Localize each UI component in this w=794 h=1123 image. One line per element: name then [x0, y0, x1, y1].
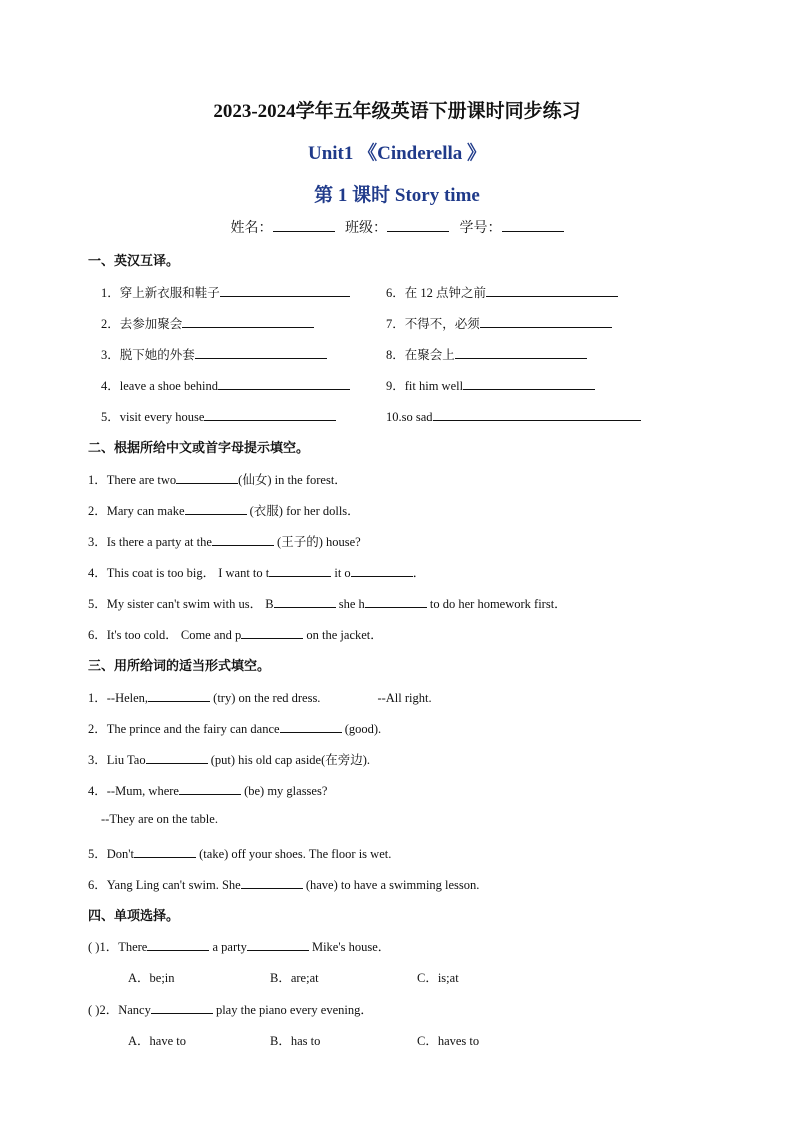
number-blank[interactable] [502, 217, 564, 232]
s3-item: 5．Don't (take) off your shoes. The floor is wet. [88, 843, 391, 862]
answer-blank[interactable] [455, 344, 587, 359]
s1-item: 10.so sad [386, 406, 641, 425]
answer-blank[interactable] [147, 936, 209, 951]
option-b[interactable]: B．has to [270, 1034, 321, 1048]
student-info-row [0, 217, 794, 237]
section-1-title: 一、英汉互译。 [88, 253, 180, 268]
s2-item: 4．This coat is too big． I want to t it o ． [88, 562, 425, 581]
section-3-title: 三、用所给词的适当形式填空。 [88, 658, 271, 673]
mc-question: ( )2．Nancy play the piano every evening． [88, 999, 373, 1018]
answer-paren[interactable]: ( ) [88, 1003, 100, 1017]
answer-blank[interactable] [182, 313, 314, 328]
s2-item: 3．Is there a party at the (王子的) house? [88, 531, 361, 550]
answer-blank[interactable] [433, 406, 641, 421]
s1-item: 6．在 12 点钟之前 [386, 282, 618, 301]
answer-blank[interactable] [212, 531, 274, 546]
mc-question: ( )1．There a party Mike's house． [88, 936, 390, 955]
s1-item: 7．不得不，必须 [386, 313, 612, 332]
s1-item: 8．在聚会上 [386, 344, 587, 363]
option-c[interactable]: C．haves to [417, 1034, 480, 1048]
answer-blank[interactable] [195, 344, 327, 359]
s1-item: 1．穿上新衣服和鞋子 [101, 282, 350, 301]
answer-blank[interactable] [280, 718, 342, 733]
answer-blank[interactable] [241, 624, 303, 639]
s1-item: 5．visit every house [101, 406, 336, 425]
section-2-title: 二、根据所给中文或首字母提示填空。 [88, 440, 310, 455]
answer-blank[interactable] [480, 313, 612, 328]
answer-blank[interactable] [241, 874, 303, 889]
answer-blank[interactable] [146, 749, 208, 764]
answer-blank[interactable] [274, 593, 336, 608]
s3-item: 4．--Mum, where (be) my glasses? [88, 780, 327, 799]
s3-answer-line: --They are on the table. [101, 812, 218, 826]
option-c[interactable]: C．is;at [417, 971, 459, 985]
s1-item: 9．fit him well [386, 375, 595, 394]
class-blank[interactable] [387, 217, 449, 232]
s1-item: 3．脱下她的外套 [101, 344, 327, 363]
answer-blank[interactable] [148, 687, 210, 702]
section-4-title: 四、单项选择。 [88, 908, 180, 923]
s2-item: 1．There are two (仙女) in the forest． [88, 469, 347, 488]
class-label: 班级： [345, 221, 387, 236]
s2-item: 6．It's too cold． Come and p on the jacket． [88, 624, 383, 643]
worksheet-title: 2023-2024学年五年级英语下册课时同步练习 [213, 101, 581, 122]
answer-blank[interactable] [176, 469, 238, 484]
s2-item: 5．My sister can't swim with us． B she h to do her homework first． [88, 593, 567, 612]
s3-item: 1．--Helen, (try) on the red dress. --All right. [88, 687, 432, 706]
answer-blank[interactable] [179, 780, 241, 795]
answer-blank[interactable] [351, 562, 413, 577]
answer-blank[interactable] [269, 562, 331, 577]
answer-blank[interactable] [463, 375, 595, 390]
name-label: 姓名： [230, 221, 273, 236]
option-a[interactable]: A．have to [128, 1034, 186, 1048]
answer-blank[interactable] [185, 500, 247, 515]
answer-blank[interactable] [247, 936, 309, 951]
answer-blank[interactable] [151, 999, 213, 1014]
name-blank[interactable] [273, 217, 335, 232]
answer-blank[interactable] [204, 406, 336, 421]
s3-item: 6．Yang Ling can't swim. She (have) to have a swimming lesson. [88, 874, 479, 893]
answer-blank[interactable] [218, 375, 350, 390]
unit-title: Unit1 《Cinderella 》 [307, 143, 487, 164]
answer-paren[interactable]: ( ) [88, 940, 100, 954]
answer-blank[interactable] [220, 282, 350, 297]
option-b[interactable]: B．are;at [270, 971, 319, 985]
s1-item: 2．去参加聚会 [101, 313, 314, 332]
answer-blank[interactable] [134, 843, 196, 858]
s1-item: 4．leave a shoe behind [101, 375, 350, 394]
s3-item: 3．Liu Tao (put) his old cap aside(在旁边). [88, 749, 370, 768]
option-a[interactable]: A．be;in [128, 971, 175, 985]
lesson-title: 第 1 课时 Story time [314, 185, 480, 206]
s3-item: 2．The prince and the fairy can dance (good). [88, 718, 381, 737]
answer-blank[interactable] [365, 593, 427, 608]
answer-blank[interactable] [486, 282, 618, 297]
s2-item: 2．Mary can make (衣服) for her dolls． [88, 500, 360, 519]
number-label: 学号： [459, 221, 502, 236]
